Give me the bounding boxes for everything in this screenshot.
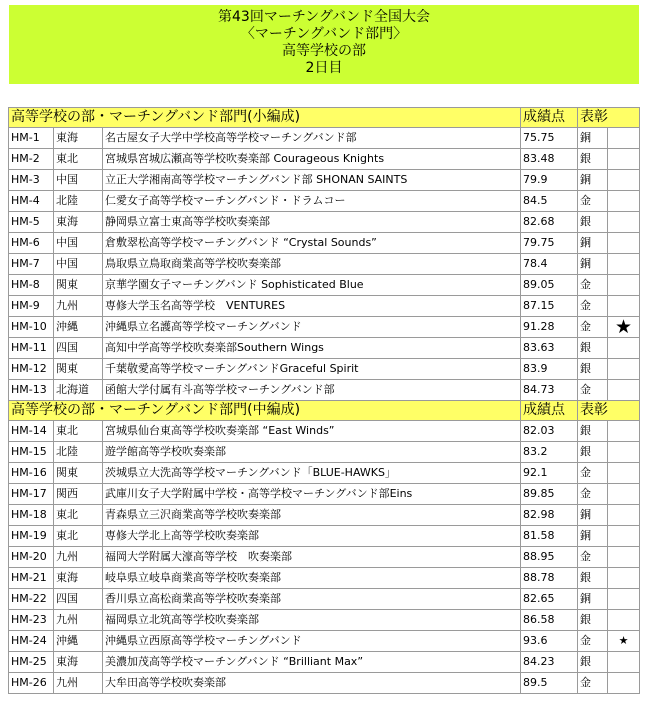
title-line-1: 第43回マーチングバンド全国大会 xyxy=(218,9,430,25)
entry-school-name: 仁愛女子高等学校マーチングバンド・ドラムコー xyxy=(103,191,521,212)
entry-region: 東海 xyxy=(54,652,103,673)
entry-id: HM-4 xyxy=(9,191,54,212)
entry-award: 金 xyxy=(578,317,608,338)
entry-award: 銀 xyxy=(578,568,608,589)
entry-region: 北陸 xyxy=(54,191,103,212)
entry-score: 81.58 xyxy=(521,526,578,547)
grand-prize-star-icon xyxy=(608,275,640,296)
entry-award: 銅 xyxy=(578,526,608,547)
entry-award: 銅 xyxy=(578,589,608,610)
entry-school-name: 福岡大学附属大濠高等学校 吹奏楽部 xyxy=(103,547,521,568)
entry-school-name: 函館大学付属有斗高等学校マーチングバンド部 xyxy=(103,380,521,401)
entry-award: 金 xyxy=(578,275,608,296)
grand-prize-star-icon xyxy=(608,526,640,547)
entry-region: 沖縄 xyxy=(54,317,103,338)
entry-score: 92.1 xyxy=(521,463,578,484)
table-row xyxy=(9,149,640,170)
entry-award: 銅 xyxy=(578,233,608,254)
entry-id: HM-23 xyxy=(9,610,54,631)
entry-score: 87.15 xyxy=(521,296,578,317)
entry-region: 東北 xyxy=(54,526,103,547)
entry-school-name: 倉敷翠松高等学校マーチングバンド “Crystal Sounds” xyxy=(103,233,521,254)
entry-school-name: 京華学園女子マーチングバンド Sophisticated Blue xyxy=(103,275,521,296)
entry-award: 銅 xyxy=(578,170,608,191)
entry-award: 銀 xyxy=(578,149,608,170)
table-row xyxy=(9,442,640,463)
entry-award: 銅 xyxy=(578,128,608,149)
grand-prize-star-icon: ★ xyxy=(608,631,640,652)
table-row xyxy=(9,673,640,694)
grand-prize-star-icon xyxy=(608,421,640,442)
entry-award: 金 xyxy=(578,631,608,652)
entry-score: 83.63 xyxy=(521,338,578,359)
entry-region: 関東 xyxy=(54,275,103,296)
entry-score: 84.23 xyxy=(521,652,578,673)
title-line-3: 高等学校の部 xyxy=(282,43,366,59)
grand-prize-star-icon xyxy=(608,589,640,610)
grand-prize-star-icon xyxy=(608,338,640,359)
entry-score: 83.2 xyxy=(521,442,578,463)
entry-id: HM-15 xyxy=(9,442,54,463)
entry-school-name: 福岡県立北筑高等学校吹奏楽部 xyxy=(103,610,521,631)
grand-prize-star-icon xyxy=(608,568,640,589)
entry-award: 金 xyxy=(578,380,608,401)
entry-region: 中国 xyxy=(54,233,103,254)
grand-prize-star-icon xyxy=(608,610,640,631)
entry-award: 銅 xyxy=(578,505,608,526)
table-row xyxy=(9,359,640,380)
grand-prize-star-icon xyxy=(608,254,640,275)
award-column-header: 表彰 xyxy=(578,108,640,128)
entry-id: HM-11 xyxy=(9,338,54,359)
table-row xyxy=(9,233,640,254)
entry-region: 九州 xyxy=(54,610,103,631)
entry-region: 東海 xyxy=(54,212,103,233)
section-header-row xyxy=(9,108,640,128)
entry-id: HM-8 xyxy=(9,275,54,296)
entry-region: 九州 xyxy=(54,296,103,317)
grand-prize-star-icon xyxy=(608,652,640,673)
entry-id: HM-18 xyxy=(9,505,54,526)
grand-prize-star-icon xyxy=(608,463,640,484)
table-row xyxy=(9,212,640,233)
grand-prize-star-icon xyxy=(608,484,640,505)
entry-score: 88.95 xyxy=(521,547,578,568)
entry-region: 北海道 xyxy=(54,380,103,401)
grand-prize-star-icon xyxy=(608,673,640,694)
entry-school-name: 大牟田高等学校吹奏楽部 xyxy=(103,673,521,694)
entry-score: 88.78 xyxy=(521,568,578,589)
entry-award: 銀 xyxy=(578,212,608,233)
grand-prize-star-icon xyxy=(608,128,640,149)
entry-region: 中国 xyxy=(54,170,103,191)
entry-award: 銀 xyxy=(578,652,608,673)
entry-region: 東海 xyxy=(54,128,103,149)
entry-score: 83.9 xyxy=(521,359,578,380)
entry-school-name: 武庫川女子大学附属中学校・高等学校マーチングバンド部Eins xyxy=(103,484,521,505)
entry-region: 関東 xyxy=(54,359,103,380)
entry-score: 91.28 xyxy=(521,317,578,338)
table-row xyxy=(9,484,640,505)
section-header-row xyxy=(9,401,640,421)
entry-region: 九州 xyxy=(54,673,103,694)
entry-id: HM-7 xyxy=(9,254,54,275)
entry-school-name: 宮城県宮城広瀬高等学校吹奏楽部 Courageous Knights xyxy=(103,149,521,170)
entry-score: 78.4 xyxy=(521,254,578,275)
entry-score: 93.6 xyxy=(521,631,578,652)
entry-school-name: 茨城県立大洗高等学校マーチングバンド「BLUE-HAWKS」 xyxy=(103,463,521,484)
entry-school-name: 立正大学湘南高等学校マーチングバンド部 SHONAN SAINTS xyxy=(103,170,521,191)
entry-score: 89.05 xyxy=(521,275,578,296)
entry-school-name: 静岡県立富士東高等学校吹奏楽部 xyxy=(103,212,521,233)
entry-score: 89.5 xyxy=(521,673,578,694)
entry-school-name: 香川県立高松商業高等学校吹奏楽部 xyxy=(103,589,521,610)
grand-prize-star-icon xyxy=(608,191,640,212)
entry-id: HM-1 xyxy=(9,128,54,149)
section-title: 高等学校の部・マーチングバンド部門(小編成) xyxy=(9,108,521,128)
award-column-header: 表彰 xyxy=(578,401,640,421)
grand-prize-star-icon xyxy=(608,380,640,401)
table-row xyxy=(9,170,640,191)
entry-region: 四国 xyxy=(54,589,103,610)
entry-region: 四国 xyxy=(54,338,103,359)
entry-region: 東北 xyxy=(54,149,103,170)
table-row xyxy=(9,421,640,442)
table-row xyxy=(9,526,640,547)
entry-award: 銀 xyxy=(578,421,608,442)
grand-prize-star-icon xyxy=(608,359,640,380)
entry-school-name: 遊学館高等学校吹奏楽部 xyxy=(103,442,521,463)
section-title: 高等学校の部・マーチングバンド部門(中編成) xyxy=(9,401,521,421)
entry-score: 82.98 xyxy=(521,505,578,526)
entry-award: 金 xyxy=(578,191,608,212)
score-column-header: 成績点 xyxy=(521,401,578,421)
table-row xyxy=(9,652,640,673)
entry-id: HM-9 xyxy=(9,296,54,317)
grand-prize-star-icon xyxy=(608,442,640,463)
table-row xyxy=(9,254,640,275)
entry-school-name: 沖縄県立名護高等学校マーチングバンド xyxy=(103,317,521,338)
entry-school-name: 鳥取県立鳥取商業高等学校吹奏楽部 xyxy=(103,254,521,275)
entry-id: HM-6 xyxy=(9,233,54,254)
table-row xyxy=(9,128,640,149)
grand-prize-star-icon xyxy=(608,505,640,526)
entry-score: 75.75 xyxy=(521,128,578,149)
title-line-4: 2日目 xyxy=(305,60,343,76)
title-banner xyxy=(9,5,639,84)
entry-id: HM-24 xyxy=(9,631,54,652)
entry-school-name: 専修大学玉名高等学校 VENTURES xyxy=(103,296,521,317)
entry-school-name: 専修大学北上高等学校吹奏楽部 xyxy=(103,526,521,547)
table-row xyxy=(9,505,640,526)
entry-id: HM-14 xyxy=(9,421,54,442)
table-row xyxy=(9,568,640,589)
entry-score: 86.58 xyxy=(521,610,578,631)
grand-prize-star-icon xyxy=(608,149,640,170)
entry-region: 関東 xyxy=(54,463,103,484)
entry-region: 東北 xyxy=(54,421,103,442)
entry-id: HM-20 xyxy=(9,547,54,568)
entry-award: 銀 xyxy=(578,359,608,380)
table-row xyxy=(9,380,640,401)
entry-score: 82.68 xyxy=(521,212,578,233)
entry-school-name: 千葉敬愛高等学校マーチングバンドGraceful Spirit xyxy=(103,359,521,380)
grand-prize-star-icon xyxy=(608,233,640,254)
entry-score: 84.73 xyxy=(521,380,578,401)
entry-award: 銀 xyxy=(578,442,608,463)
table-row xyxy=(9,610,640,631)
entry-id: HM-5 xyxy=(9,212,54,233)
entry-region: 沖縄 xyxy=(54,631,103,652)
entry-id: HM-16 xyxy=(9,463,54,484)
entry-region: 関西 xyxy=(54,484,103,505)
table-row xyxy=(9,547,640,568)
grand-prize-star-icon: ★ xyxy=(608,317,640,338)
entry-school-name: 高知中学高等学校吹奏楽部Southern Wings xyxy=(103,338,521,359)
entry-score: 79.75 xyxy=(521,233,578,254)
entry-id: HM-12 xyxy=(9,359,54,380)
entry-id: HM-25 xyxy=(9,652,54,673)
entry-school-name: 宮城県仙台東高等学校吹奏楽部 “East Winds” xyxy=(103,421,521,442)
entry-school-name: 青森県立三沢商業高等学校吹奏楽部 xyxy=(103,505,521,526)
score-column-header: 成績点 xyxy=(521,108,578,128)
table-row xyxy=(9,338,640,359)
entry-school-name: 岐阜県立岐阜商業高等学校吹奏楽部 xyxy=(103,568,521,589)
table-row xyxy=(9,191,640,212)
entry-id: HM-2 xyxy=(9,149,54,170)
grand-prize-star-icon xyxy=(608,547,640,568)
table-row xyxy=(9,631,640,652)
entry-school-name: 沖縄県立西原高等学校マーチングバンド xyxy=(103,631,521,652)
entry-id: HM-21 xyxy=(9,568,54,589)
results-table xyxy=(8,107,640,694)
entry-region: 中国 xyxy=(54,254,103,275)
table-row xyxy=(9,275,640,296)
grand-prize-star-icon xyxy=(608,212,640,233)
entry-id: HM-26 xyxy=(9,673,54,694)
entry-award: 金 xyxy=(578,547,608,568)
title-line-2: 〈マーチングバンド部門〉 xyxy=(240,26,408,42)
entry-score: 89.85 xyxy=(521,484,578,505)
entry-score: 84.5 xyxy=(521,191,578,212)
entry-region: 北陸 xyxy=(54,442,103,463)
entry-id: HM-17 xyxy=(9,484,54,505)
entry-score: 79.9 xyxy=(521,170,578,191)
table-row xyxy=(9,463,640,484)
entry-id: HM-19 xyxy=(9,526,54,547)
entry-school-name: 美濃加茂高等学校マーチングバンド “Brilliant Max” xyxy=(103,652,521,673)
entry-score: 82.03 xyxy=(521,421,578,442)
entry-award: 銀 xyxy=(578,610,608,631)
table-row xyxy=(9,317,640,338)
entry-id: HM-13 xyxy=(9,380,54,401)
entry-award: 金 xyxy=(578,296,608,317)
table-row xyxy=(9,589,640,610)
entry-id: HM-10 xyxy=(9,317,54,338)
entry-region: 九州 xyxy=(54,547,103,568)
entry-school-name: 名古屋女子大学中学校高等学校マーチングバンド部 xyxy=(103,128,521,149)
entry-award: 銀 xyxy=(578,338,608,359)
entry-score: 83.48 xyxy=(521,149,578,170)
entry-award: 金 xyxy=(578,673,608,694)
entry-region: 東海 xyxy=(54,568,103,589)
grand-prize-star-icon xyxy=(608,170,640,191)
entry-id: HM-3 xyxy=(9,170,54,191)
entry-id: HM-22 xyxy=(9,589,54,610)
entry-award: 金 xyxy=(578,484,608,505)
grand-prize-star-icon xyxy=(608,296,640,317)
table-row xyxy=(9,296,640,317)
entry-score: 82.65 xyxy=(521,589,578,610)
entry-region: 東北 xyxy=(54,505,103,526)
entry-award: 銅 xyxy=(578,254,608,275)
entry-award: 金 xyxy=(578,463,608,484)
